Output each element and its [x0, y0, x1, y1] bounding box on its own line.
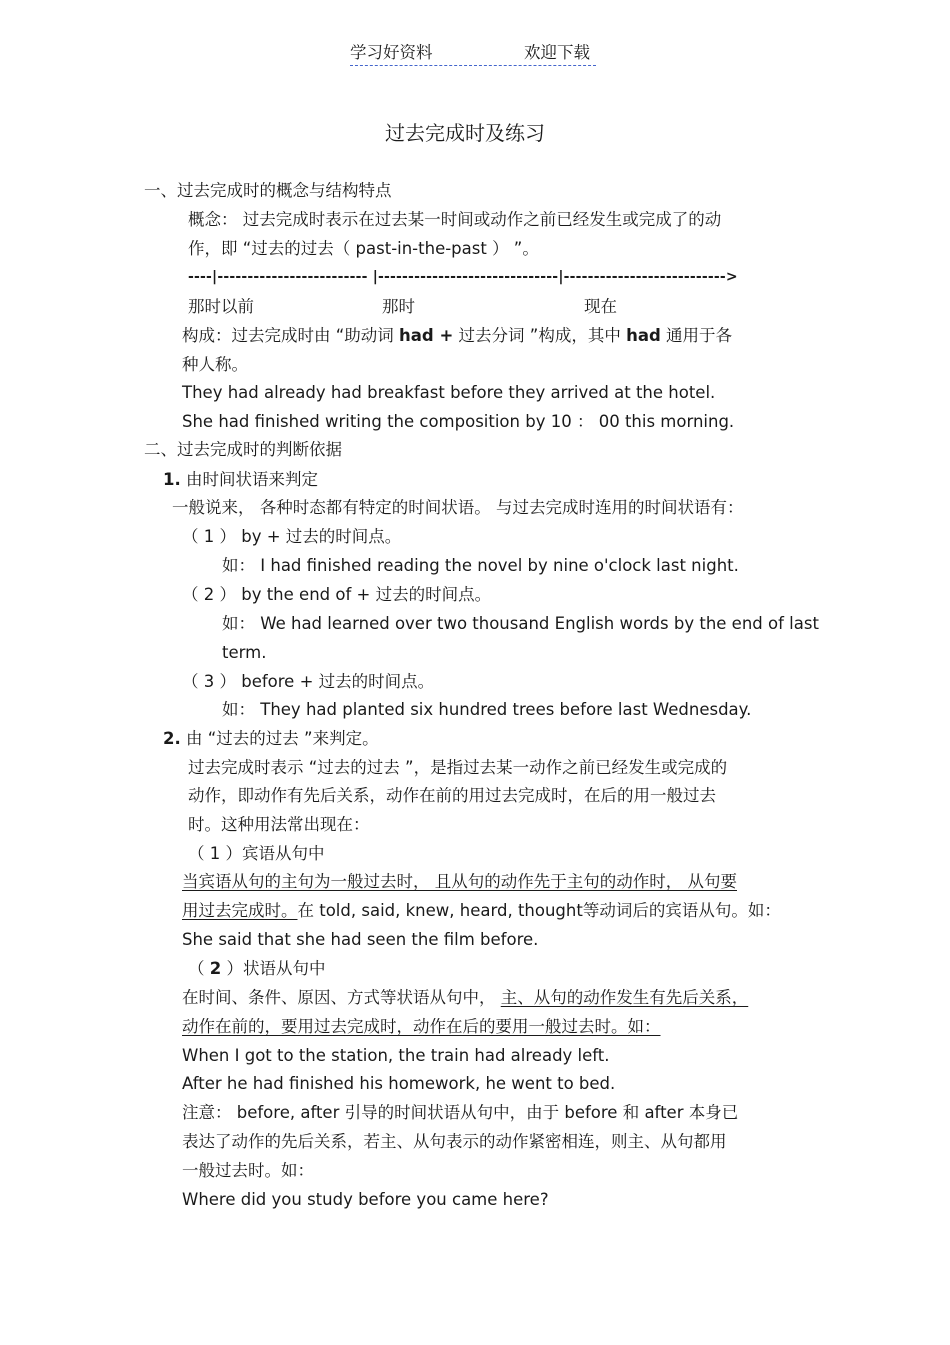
sub-2-number: 2	[209, 959, 222, 978]
sub-1-underlined-2: 用过去完成时。	[182, 901, 298, 920]
sub-1-heading: （ 1 ）宾语从句中	[188, 844, 325, 863]
header-left: 学习好资料	[350, 43, 433, 62]
sub-2-heading	[188, 958, 325, 980]
point-1-intro: 一般说来， 各种时态都有特定的时间状语。 与过去完成时连用的时间状语有：	[172, 498, 744, 517]
sub-2-line-1-underlined: 主、从句的动作发生有先后关系，	[500, 988, 749, 1007]
item-3: （ 3 ） before + 过去的时间点。	[182, 672, 435, 691]
note-line-2: 表达了动作的先后关系，若主、从句表示的动作紧密相连，则主、从句都用	[182, 1132, 727, 1151]
form-text-a: 构成：过去完成时由 “助动词	[182, 326, 400, 345]
timeline-label-before: 那时以前	[188, 297, 254, 316]
sub-2-example-2: After he had finished his homework, he went to bed.	[182, 1074, 616, 1093]
section-1-heading: 一、过去完成时的概念与结构特点	[144, 181, 392, 200]
page-header	[350, 42, 596, 66]
point-1-number: 1.	[163, 470, 181, 489]
form-line-2: 种人称。	[182, 355, 248, 374]
point-2-heading	[163, 728, 379, 750]
section-2-heading: 二、过去完成时的判断依据	[144, 440, 342, 459]
item-1: （ 1 ） by + 过去的时间点。	[182, 527, 402, 546]
sub-1-rest: 在 told, said, knew, heard, thought等动词后的宾语从句。如：	[297, 901, 781, 920]
note-line-1: 注意： before, after 引导的时间状语从句中，由于 before 和 after 本身已	[182, 1103, 739, 1122]
sub-2-a: （	[188, 959, 210, 978]
sub-2-line-2-underlined: 动作在前的，要用过去完成时，动作在后的要用一般过去时。如：	[182, 1017, 661, 1036]
sub-2-example-1: When I got to the station, the train had already left.	[182, 1046, 610, 1065]
timeline-label-now: 现在	[584, 297, 617, 316]
sub-1-underlined-1: 当宾语从句的主句为一般过去时， 且从句的动作先于主句的动作时， 从句要	[182, 872, 737, 891]
timeline-arrow: ----|------------------------- |------------------------------|--------------------------->	[188, 269, 738, 285]
form-text-b: 过去分词 ”构成，其中	[453, 326, 627, 345]
item-3-example: 如： They had planted six hundred trees before last Wednesday.	[222, 700, 752, 719]
sub-1-line-2	[182, 900, 781, 922]
form-text-c: 通用于各	[660, 326, 733, 345]
point-1-heading	[163, 469, 318, 491]
concept-line-1: 概念： 过去完成时表示在过去某一时间或动作之前已经发生或完成了的动	[188, 210, 722, 229]
timeline-label-then: 那时	[382, 297, 415, 316]
form-had: had	[626, 326, 661, 345]
note-example: Where did you study before you came here?	[182, 1190, 549, 1209]
note-line-3: 一般过去时。如：	[182, 1161, 314, 1180]
example-1: They had already had breakfast before they arrived at the hotel.	[182, 383, 716, 402]
example-2: She had finished writing the composition by 10 ： 00 this morning.	[182, 412, 735, 431]
point-2-line-2: 动作，即动作有先后关系，动作在前的用过去完成时，在后的用一般过去	[188, 786, 716, 805]
document-title: 过去完成时及练习	[385, 121, 545, 145]
point-2-title: 由 “过去的过去 ”来判定。	[180, 729, 379, 748]
sub-2-b: ）状语从句中	[221, 959, 326, 978]
item-1-example: 如： I had finished reading the novel by nine o'clock last night.	[222, 556, 739, 575]
item-2: （ 2 ） by the end of + 过去的时间点。	[182, 585, 492, 604]
sub-1-example: She said that she had seen the film before.	[182, 930, 539, 949]
form-had-plus: had +	[399, 326, 454, 345]
point-2-number: 2.	[163, 729, 181, 748]
form-line-1	[182, 325, 732, 347]
concept-line-2: 作，即 “过去的过去（ past-in-the-past ） ”。	[188, 239, 539, 258]
sub-2-line-1-a: 在时间、条件、原因、方式等状语从句中，	[182, 988, 501, 1007]
point-2-line-1: 过去完成时表示 “过去的过去 ”，是指过去某一动作之前已经发生或完成的	[188, 758, 728, 777]
item-2-example-cont: term.	[222, 643, 267, 662]
header-right: 欢迎下载	[524, 43, 590, 62]
point-2-line-3: 时。这种用法常出现在：	[188, 815, 370, 834]
sub-2-line-1	[182, 987, 748, 1009]
point-1-title: 由时间状语来判定	[180, 470, 318, 489]
item-2-example: 如： We had learned over two thousand English words by the end of last	[222, 614, 819, 633]
